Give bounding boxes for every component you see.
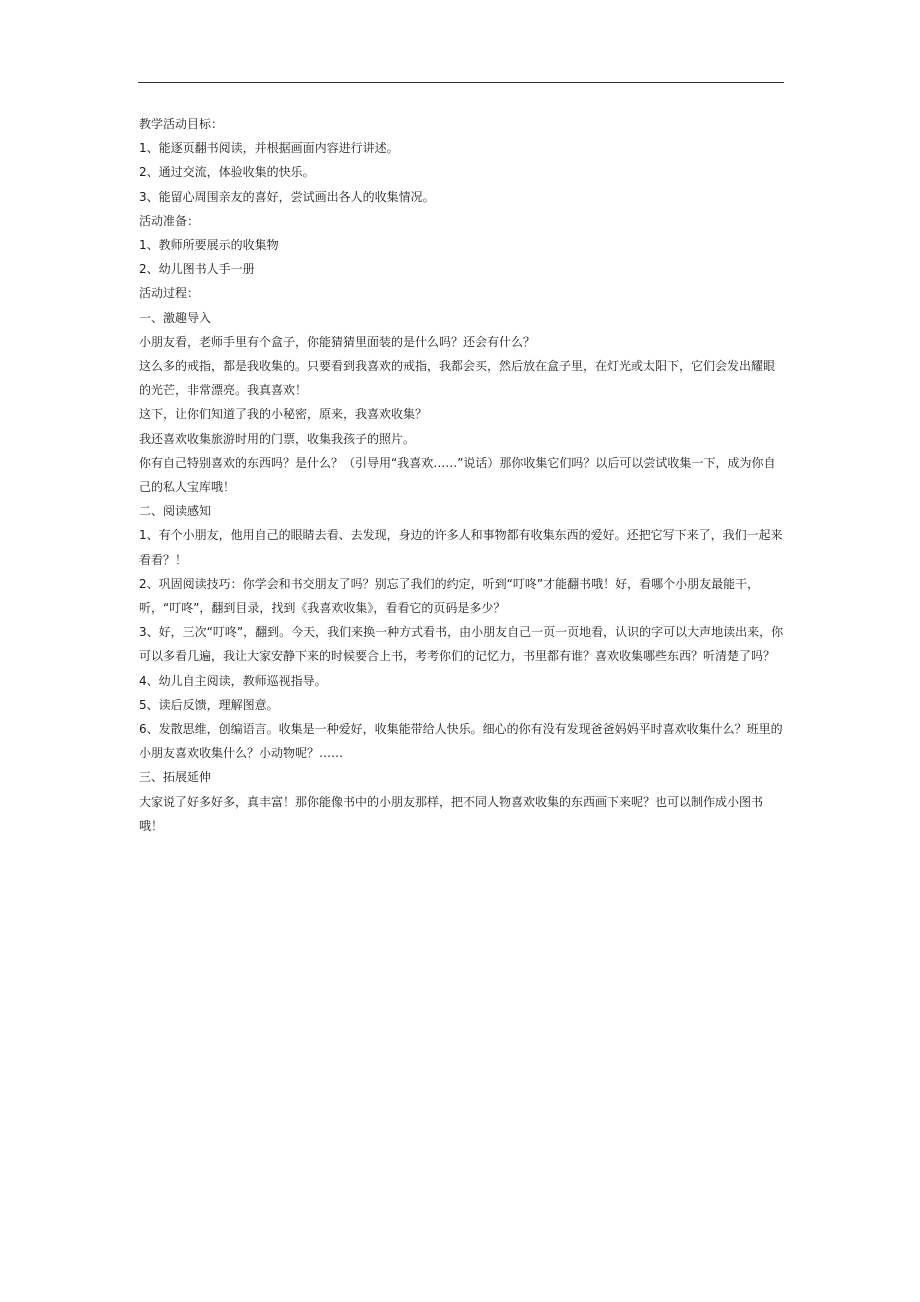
- subsection-heading: 一、激趣导入: [139, 310, 212, 325]
- subsection-heading: 三、拓展延伸: [139, 770, 212, 785]
- body-paragraph: 6、发散思维，创编语言。收集是一种爱好，收集能带给人快乐。细心的你有没有发现爸爸妈妈平时喜欢收集什么？班里的小朋友喜欢收集什么？小动物呢？……: [139, 722, 783, 761]
- body-paragraph: 大家说了好多好多，真丰富！那你能像书中的小朋友那样，把不同人物喜欢收集的东西画下来呢？也可以制作成小图书哦！: [139, 794, 764, 833]
- goal-item: 3、能留心周围亲友的喜好，尝试画出各人的收集情况。: [139, 189, 435, 204]
- body-paragraph: 4、幼儿自主阅读，教师巡视指导。: [139, 673, 327, 688]
- document-body: [139, 112, 785, 838]
- body-paragraph: 2、巩固阅读技巧：你学会和书交朋友了吗？别忘了我们的约定，听到“叮咚”才能翻书哦！好，看哪个小朋友最能干，听，“叮咚”，翻到目录，找到《我喜欢收集》，看看它的页码是多少？: [139, 576, 760, 616]
- section-heading-process: 活动过程：: [139, 286, 200, 301]
- body-paragraph: 我还喜欢收集旅游时用的门票，收集我孩子的照片。: [139, 431, 416, 446]
- body-paragraph: 你有自己特别喜欢的东西吗？是什么？（引导用“我喜欢……”说话）那你收集它们吗？以后可以尝试收集一下，成为你自己的私人宝库哦！: [139, 455, 776, 495]
- subsection-heading: 二、阅读感知: [139, 504, 212, 519]
- section-heading-goals: 教学活动目标：: [139, 117, 224, 131]
- body-paragraph: 小朋友看，老师手里有个盒子，你能猜猜里面装的是什么吗？还会有什么？: [139, 334, 536, 349]
- body-paragraph: 3、好，三次“叮咚”，翻到。今天，我们来换一种方式看书，由小朋友自己一页一页地看，认识的字可以大声地读出来，你可以多看几遍，我让大家安静下来的时候要合上书，考考你们的记忆力，书里都有谁？喜欢收集哪些东西？听清楚了吗？: [139, 625, 784, 664]
- body-paragraph: 这下，让你们知道了我的小秘密，原来，我喜欢收集？: [139, 407, 428, 422]
- goal-item: 1、能逐页翻书阅读，并根据画面内容进行讲述。: [139, 141, 399, 156]
- body-paragraph: 5、读后反馈，理解图意。: [139, 697, 279, 712]
- section-heading-preparation: 活动准备：: [139, 213, 200, 228]
- body-paragraph: 1、有个小朋友，他用自己的眼睛去看、去发现，身边的许多人和事物都有收集东西的爱好。还把它写下来了，我们一起来看看？！: [139, 528, 783, 567]
- body-paragraph: 这么多的戒指，都是我收集的。只要看到我喜欢的戒指，我都会买，然后放在盒子里，在灯光或太阳下，它们会发出耀眼的光芒，非常漂亮。我真喜欢！: [139, 359, 776, 398]
- header-rule: [138, 82, 784, 83]
- preparation-item: 2、幼儿图书人手一册: [139, 262, 255, 277]
- preparation-item: 1、教师所要展示的收集物: [139, 238, 279, 253]
- goal-item: 2、通过交流，体验收集的快乐。: [139, 165, 315, 180]
